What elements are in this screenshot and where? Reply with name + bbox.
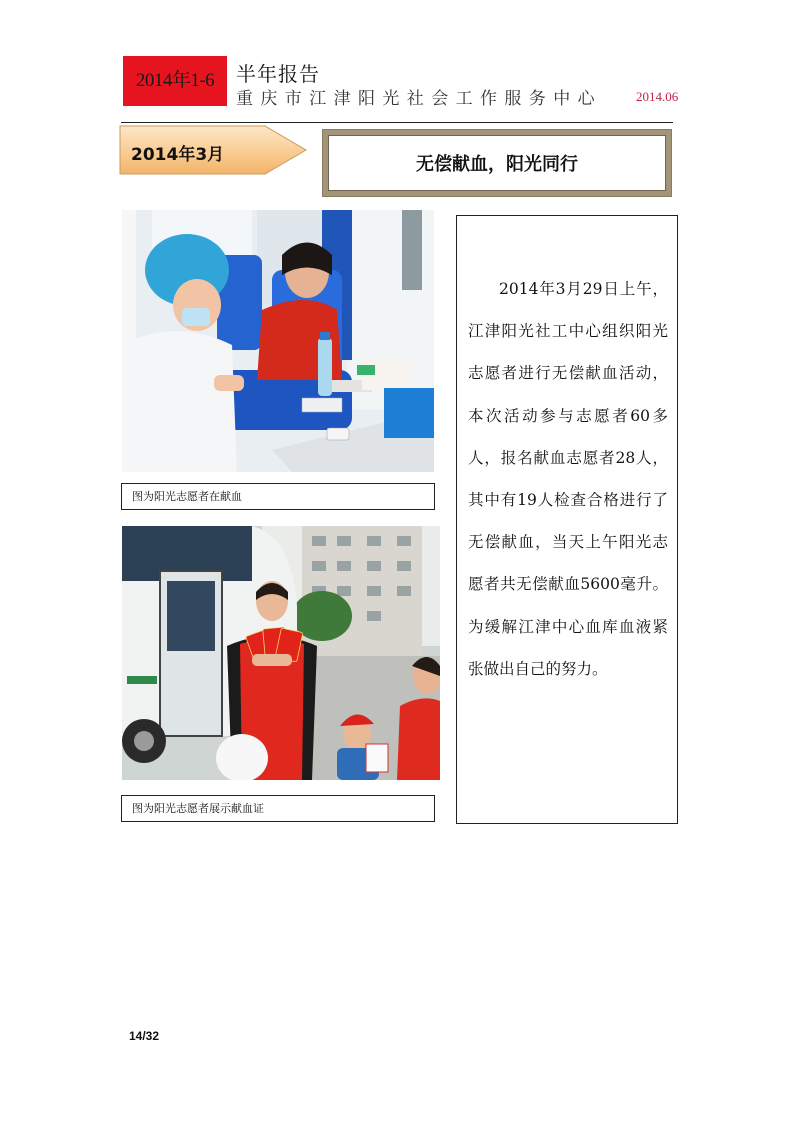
report-title: 半年报告	[236, 62, 320, 86]
article-body: 2014年3月29日上午，江津阳光社工中心组织阳光志愿者进行无偿献血活动，本次活动参与志愿者60多人，报名献血志愿者28人，其中有19人检查合格进行了无偿献血，当天上午阳光志愿者共无偿献血5600毫升。为缓解江津中心血库血液紧张做出自己的努力。	[468, 280, 668, 678]
organization-name: 重庆市江津阳光社会工作服务中心	[236, 89, 602, 109]
section-title: 无偿献血，阳光同行	[416, 154, 578, 175]
photo-caption-2: 图为阳光志愿者展示献血证	[121, 795, 435, 822]
section-title-panel	[328, 135, 666, 191]
photo-caption-1: 图为阳光志愿者在献血	[121, 483, 435, 510]
photo-donating-blood	[122, 210, 434, 472]
report-period-badge: 2014年1-6	[123, 56, 227, 106]
page-number: 14/32	[129, 1029, 160, 1043]
month-label: 2014年3月	[131, 145, 225, 165]
header-divider	[121, 122, 673, 123]
section-title-frame	[322, 129, 672, 197]
article-text-box	[456, 215, 678, 824]
photo-showing-certificates	[122, 526, 440, 780]
report-date: 2014.06	[636, 89, 679, 104]
